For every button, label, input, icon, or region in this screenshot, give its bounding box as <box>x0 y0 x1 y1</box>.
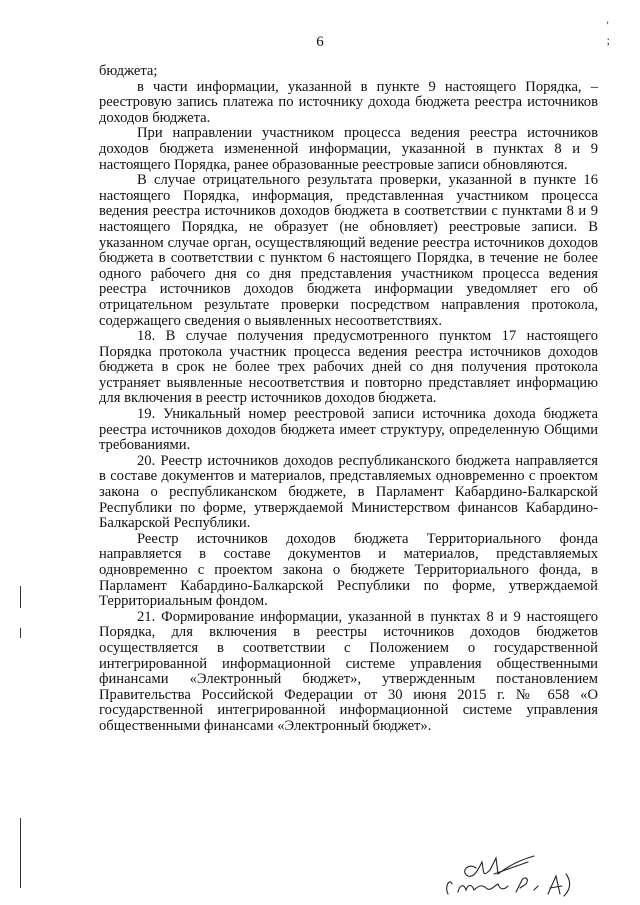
paragraph: 21. Формирование информации, указанной в пунктах 8 и 9 настоящего Порядка, для включения в реестры источников доходов бюджетов осуществляется в соответствии с Положением о государственной интегрированной информационной системе управления общественными финансами «Электронный бюджет», утвержденным постановлением Правительства Российской Федерации от 30 июня 2015 г. № 658 «О государственной интегрированной информационной системе управления общественными финансами «Электронный бюджет». <box>99 608 598 734</box>
paragraph: 20. Реестр источников доходов республиканского бюджета направляется в составе документов и материалов, представляемых одновременно с проектом закона о республиканском бюджете, в Парламент Кабардино-Балкарской Республики по форме, утверждаемой Министерством финансов Кабардино-Балкарской Республики. <box>99 452 598 532</box>
scan-edge-mark <box>20 628 21 638</box>
paragraph: 18. В случае получения предусмотренного пунктом 17 настоящего Порядка протокола участник процесса ведения реестра источников доходов бюджета в срок не более трех рабочих дней со дня получения протокола устраняет выявленные несоответствия и повторно представляет информацию для включения в реестр источников доходов бюджета. <box>99 328 598 407</box>
paragraph: В случае отрицательного результата проверки, указанной в пункте 16 настоящего Порядка, информация, представленная участником процесса ведения реестра источников доходов бюджета в соответствии с пунктами 8 и 9 настоящего Порядка, не образует (не обновляет) реестровые записи. В указанном случае орган, осуществляющий ведение реестра источников доходов бюджета в соответствии с пунктом 6 настоящего Порядка, в течение не более одного рабочего дня со дня представления участником процесса ведения реестра источников доходов бюджета информации уведомляет его об отрицательном результате проверки посредством направления протокола, содержащего сведения о выявленных несоответствиях. <box>99 172 598 329</box>
handwritten-signature <box>438 848 588 900</box>
scan-mark: ' ; <box>606 18 610 47</box>
paragraph: в части информации, указанной в пункте 9 настоящего Порядка, – реестровую запись платежа по источнику дохода бюджета реестра источников доходов бюджета. <box>99 78 598 126</box>
scan-edge-mark <box>20 818 21 888</box>
paragraph: Реестр источников доходов бюджета Территориального фонда направляется в составе документов и материалов, представляемых одновременно с проектом закона о бюджете Территориального фонда, в Парламент Кабардино-Балкарской Республики по форме, утверждаемой Территориальным фондом. <box>99 530 598 610</box>
paragraph: 19. Уникальный номер реестровой записи источника дохода бюджета реестра источников доходов бюджета имеет структуру, определенную Общими требованиями. <box>99 406 598 454</box>
body-text <box>99 64 598 735</box>
paragraph: При направлении участником процесса ведения реестра источников доходов бюджета измененной информации, указанной в пунктах 8 и 9 настоящего Порядка, ранее образованные реестровые записи обновляются. <box>99 125 598 173</box>
scan-edge-mark <box>20 598 21 608</box>
page-number: 6 <box>316 34 324 50</box>
paragraph: бюджета; <box>99 63 158 79</box>
